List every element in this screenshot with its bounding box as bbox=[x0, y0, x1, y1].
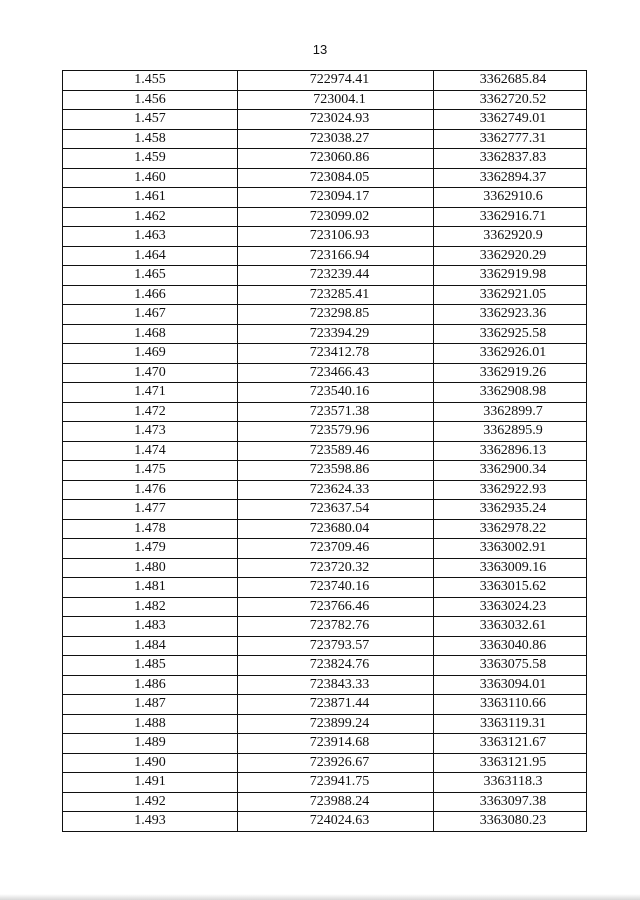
coordinates-table bbox=[62, 70, 587, 832]
point-number-cell: 1.457 bbox=[63, 110, 238, 130]
coordinates-table-body bbox=[63, 71, 587, 832]
y-coordinate-cell: 3363002.91 bbox=[434, 539, 587, 559]
x-coordinate-cell: 723720.32 bbox=[238, 558, 434, 578]
table-row bbox=[63, 285, 587, 305]
point-number-cell: 1.488 bbox=[63, 714, 238, 734]
y-coordinate-cell: 3362919.26 bbox=[434, 363, 587, 383]
point-number-cell: 1.465 bbox=[63, 266, 238, 286]
x-coordinate-cell: 723914.68 bbox=[238, 734, 434, 754]
point-number-cell: 1.492 bbox=[63, 792, 238, 812]
y-coordinate-cell: 3363121.95 bbox=[434, 753, 587, 773]
x-coordinate-cell: 723680.04 bbox=[238, 519, 434, 539]
table-row bbox=[63, 441, 587, 461]
point-number-cell: 1.482 bbox=[63, 597, 238, 617]
table-row bbox=[63, 617, 587, 637]
point-number-cell: 1.469 bbox=[63, 344, 238, 364]
table-row bbox=[63, 344, 587, 364]
table-row bbox=[63, 324, 587, 344]
table-row bbox=[63, 110, 587, 130]
x-coordinate-cell: 723926.67 bbox=[238, 753, 434, 773]
point-number-cell: 1.480 bbox=[63, 558, 238, 578]
point-number-cell: 1.468 bbox=[63, 324, 238, 344]
x-coordinate-cell: 723412.78 bbox=[238, 344, 434, 364]
x-coordinate-cell: 724024.63 bbox=[238, 812, 434, 832]
table-row bbox=[63, 656, 587, 676]
table-row bbox=[63, 129, 587, 149]
table-row bbox=[63, 402, 587, 422]
x-coordinate-cell: 723988.24 bbox=[238, 792, 434, 812]
y-coordinate-cell: 3362920.29 bbox=[434, 246, 587, 266]
point-number-cell: 1.475 bbox=[63, 461, 238, 481]
table-row bbox=[63, 383, 587, 403]
x-coordinate-cell: 723239.44 bbox=[238, 266, 434, 286]
x-coordinate-cell: 723106.93 bbox=[238, 227, 434, 247]
x-coordinate-cell: 723024.93 bbox=[238, 110, 434, 130]
y-coordinate-cell: 3363024.23 bbox=[434, 597, 587, 617]
table-row bbox=[63, 578, 587, 598]
point-number-cell: 1.467 bbox=[63, 305, 238, 325]
y-coordinate-cell: 3362920.9 bbox=[434, 227, 587, 247]
point-number-cell: 1.474 bbox=[63, 441, 238, 461]
point-number-cell: 1.485 bbox=[63, 656, 238, 676]
x-coordinate-cell: 723285.41 bbox=[238, 285, 434, 305]
y-coordinate-cell: 3362900.34 bbox=[434, 461, 587, 481]
point-number-cell: 1.471 bbox=[63, 383, 238, 403]
y-coordinate-cell: 3363009.16 bbox=[434, 558, 587, 578]
scan-bottom-edge bbox=[0, 894, 640, 900]
point-number-cell: 1.479 bbox=[63, 539, 238, 559]
y-coordinate-cell: 3362777.31 bbox=[434, 129, 587, 149]
y-coordinate-cell: 3363119.31 bbox=[434, 714, 587, 734]
x-coordinate-cell: 723099.02 bbox=[238, 207, 434, 227]
x-coordinate-cell: 723740.16 bbox=[238, 578, 434, 598]
x-coordinate-cell: 723466.43 bbox=[238, 363, 434, 383]
point-number-cell: 1.487 bbox=[63, 695, 238, 715]
y-coordinate-cell: 3362916.71 bbox=[434, 207, 587, 227]
y-coordinate-cell: 3362923.36 bbox=[434, 305, 587, 325]
x-coordinate-cell: 723766.46 bbox=[238, 597, 434, 617]
point-number-cell: 1.477 bbox=[63, 500, 238, 520]
y-coordinate-cell: 3362978.22 bbox=[434, 519, 587, 539]
table-row bbox=[63, 792, 587, 812]
y-coordinate-cell: 3362919.98 bbox=[434, 266, 587, 286]
x-coordinate-cell: 723793.57 bbox=[238, 636, 434, 656]
table-row bbox=[63, 636, 587, 656]
x-coordinate-cell: 723589.46 bbox=[238, 441, 434, 461]
y-coordinate-cell: 3362921.05 bbox=[434, 285, 587, 305]
table-row bbox=[63, 207, 587, 227]
y-coordinate-cell: 3362837.83 bbox=[434, 149, 587, 169]
point-number-cell: 1.473 bbox=[63, 422, 238, 442]
y-coordinate-cell: 3362899.7 bbox=[434, 402, 587, 422]
y-coordinate-cell: 3363032.61 bbox=[434, 617, 587, 637]
y-coordinate-cell: 3363040.86 bbox=[434, 636, 587, 656]
x-coordinate-cell: 723540.16 bbox=[238, 383, 434, 403]
y-coordinate-cell: 3363097.38 bbox=[434, 792, 587, 812]
y-coordinate-cell: 3362685.84 bbox=[434, 71, 587, 91]
x-coordinate-cell: 723060.86 bbox=[238, 149, 434, 169]
table-row bbox=[63, 168, 587, 188]
y-coordinate-cell: 3362910.6 bbox=[434, 188, 587, 208]
table-row bbox=[63, 695, 587, 715]
y-coordinate-cell: 3362749.01 bbox=[434, 110, 587, 130]
x-coordinate-cell: 723624.33 bbox=[238, 480, 434, 500]
table-row bbox=[63, 305, 587, 325]
table-row bbox=[63, 753, 587, 773]
y-coordinate-cell: 3362908.98 bbox=[434, 383, 587, 403]
x-coordinate-cell: 723637.54 bbox=[238, 500, 434, 520]
table-row bbox=[63, 188, 587, 208]
y-coordinate-cell: 3362925.58 bbox=[434, 324, 587, 344]
y-coordinate-cell: 3363118.3 bbox=[434, 773, 587, 793]
page-number: 13 bbox=[312, 42, 328, 57]
x-coordinate-cell: 723038.27 bbox=[238, 129, 434, 149]
table-row bbox=[63, 812, 587, 832]
point-number-cell: 1.455 bbox=[63, 71, 238, 91]
y-coordinate-cell: 3362895.9 bbox=[434, 422, 587, 442]
point-number-cell: 1.456 bbox=[63, 90, 238, 110]
y-coordinate-cell: 3363094.01 bbox=[434, 675, 587, 695]
point-number-cell: 1.490 bbox=[63, 753, 238, 773]
x-coordinate-cell: 723094.17 bbox=[238, 188, 434, 208]
table-row bbox=[63, 714, 587, 734]
x-coordinate-cell: 723166.94 bbox=[238, 246, 434, 266]
y-coordinate-cell: 3362926.01 bbox=[434, 344, 587, 364]
point-number-cell: 1.493 bbox=[63, 812, 238, 832]
table-row bbox=[63, 773, 587, 793]
point-number-cell: 1.462 bbox=[63, 207, 238, 227]
x-coordinate-cell: 723579.96 bbox=[238, 422, 434, 442]
x-coordinate-cell: 723843.33 bbox=[238, 675, 434, 695]
point-number-cell: 1.463 bbox=[63, 227, 238, 247]
table-row bbox=[63, 363, 587, 383]
x-coordinate-cell: 723571.38 bbox=[238, 402, 434, 422]
point-number-cell: 1.484 bbox=[63, 636, 238, 656]
point-number-cell: 1.483 bbox=[63, 617, 238, 637]
y-coordinate-cell: 3363110.66 bbox=[434, 695, 587, 715]
y-coordinate-cell: 3362720.52 bbox=[434, 90, 587, 110]
table-row bbox=[63, 558, 587, 578]
table-row bbox=[63, 227, 587, 247]
y-coordinate-cell: 3362896.13 bbox=[434, 441, 587, 461]
point-number-cell: 1.466 bbox=[63, 285, 238, 305]
x-coordinate-cell: 723598.86 bbox=[238, 461, 434, 481]
table-row bbox=[63, 500, 587, 520]
point-number-cell: 1.464 bbox=[63, 246, 238, 266]
table-row bbox=[63, 71, 587, 91]
x-coordinate-cell: 722974.41 bbox=[238, 71, 434, 91]
point-number-cell: 1.460 bbox=[63, 168, 238, 188]
table-row bbox=[63, 675, 587, 695]
point-number-cell: 1.470 bbox=[63, 363, 238, 383]
x-coordinate-cell: 723899.24 bbox=[238, 714, 434, 734]
table-row bbox=[63, 90, 587, 110]
point-number-cell: 1.481 bbox=[63, 578, 238, 598]
table-row bbox=[63, 539, 587, 559]
y-coordinate-cell: 3362935.24 bbox=[434, 500, 587, 520]
table-row bbox=[63, 266, 587, 286]
x-coordinate-cell: 723709.46 bbox=[238, 539, 434, 559]
y-coordinate-cell: 3362922.93 bbox=[434, 480, 587, 500]
x-coordinate-cell: 723871.44 bbox=[238, 695, 434, 715]
table-row bbox=[63, 519, 587, 539]
point-number-cell: 1.489 bbox=[63, 734, 238, 754]
table-row bbox=[63, 734, 587, 754]
table-row bbox=[63, 422, 587, 442]
point-number-cell: 1.486 bbox=[63, 675, 238, 695]
point-number-cell: 1.491 bbox=[63, 773, 238, 793]
table-row bbox=[63, 597, 587, 617]
y-coordinate-cell: 3363121.67 bbox=[434, 734, 587, 754]
point-number-cell: 1.472 bbox=[63, 402, 238, 422]
y-coordinate-cell: 3362894.37 bbox=[434, 168, 587, 188]
x-coordinate-cell: 723782.76 bbox=[238, 617, 434, 637]
table-row bbox=[63, 246, 587, 266]
point-number-cell: 1.459 bbox=[63, 149, 238, 169]
point-number-cell: 1.476 bbox=[63, 480, 238, 500]
x-coordinate-cell: 723298.85 bbox=[238, 305, 434, 325]
table-row bbox=[63, 480, 587, 500]
x-coordinate-cell: 723084.05 bbox=[238, 168, 434, 188]
x-coordinate-cell: 723394.29 bbox=[238, 324, 434, 344]
x-coordinate-cell: 723824.76 bbox=[238, 656, 434, 676]
y-coordinate-cell: 3363080.23 bbox=[434, 812, 587, 832]
x-coordinate-cell: 723941.75 bbox=[238, 773, 434, 793]
y-coordinate-cell: 3363015.62 bbox=[434, 578, 587, 598]
point-number-cell: 1.478 bbox=[63, 519, 238, 539]
table-row bbox=[63, 149, 587, 169]
point-number-cell: 1.461 bbox=[63, 188, 238, 208]
table-row bbox=[63, 461, 587, 481]
x-coordinate-cell: 723004.1 bbox=[238, 90, 434, 110]
y-coordinate-cell: 3363075.58 bbox=[434, 656, 587, 676]
point-number-cell: 1.458 bbox=[63, 129, 238, 149]
